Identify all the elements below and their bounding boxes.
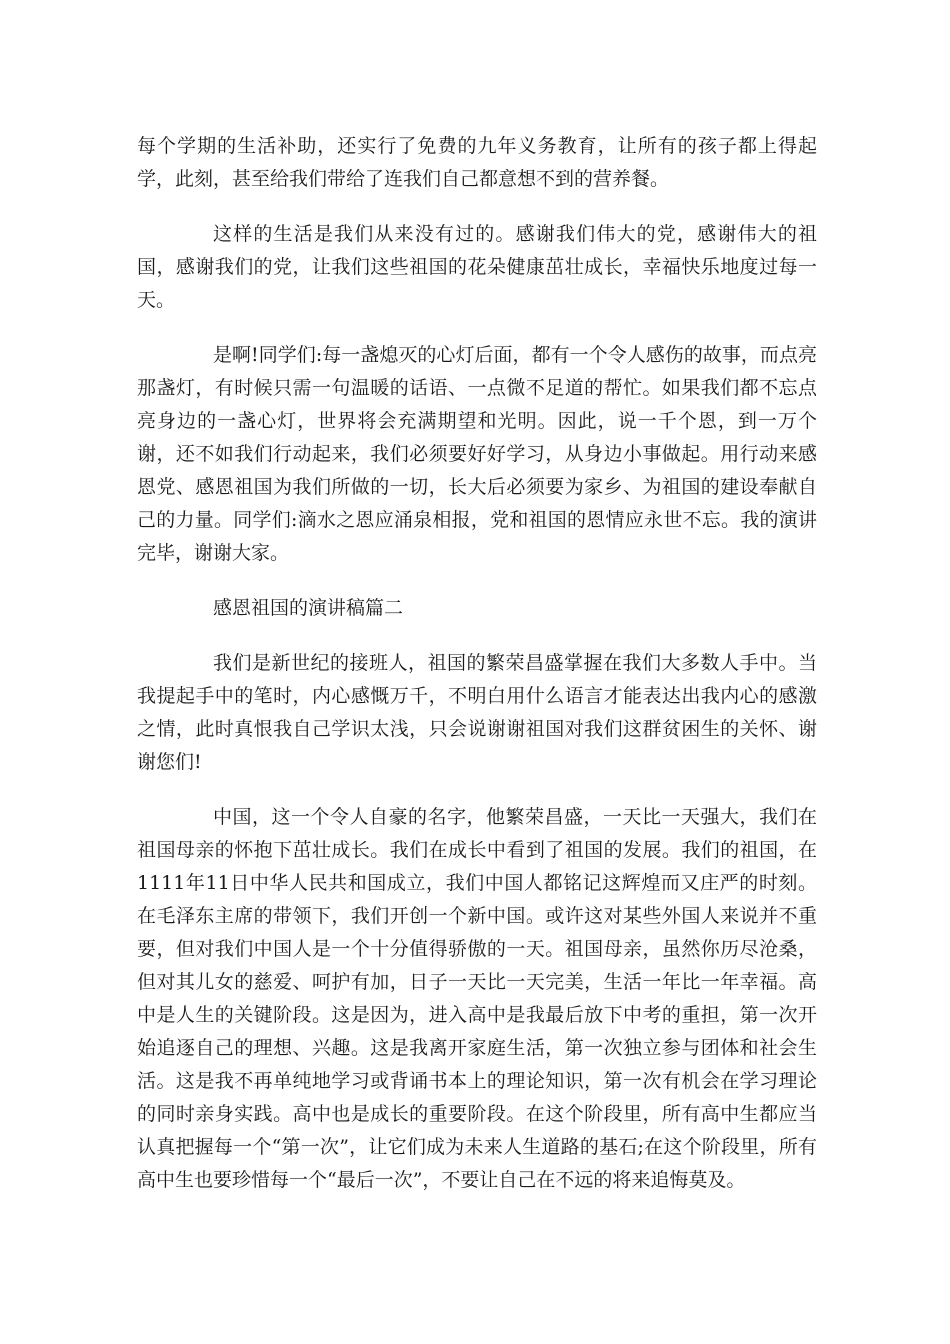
paragraph-4: 我们是新世纪的接班人，祖国的繁荣昌盛掌握在我们大多数人手中。当我提起手中的笔时，内心感慨万千，不明白用什么语言才能表达出我内心的感激之情，此时真恨我自己学识太浅，只会说谢谢祖国对我们这群贫困生的关怀、谢谢您们! <box>137 652 817 773</box>
document-page <box>137 130 817 1219</box>
paragraph-1: 每个学期的生活补助，还实行了免费的九年义务教育，让所有的孩子都上得起学，此刻，甚至给我们带给了连我们自己都意想不到的营养餐。 <box>137 135 817 190</box>
paragraph-3: 是啊!同学们:每一盏熄灭的心灯后面，都有一个令人感伤的故事，而点亮那盏灯，有时候只需一句温暖的话语、一点微不足道的帮忙。如果我们都不忘点亮身边的一盏心灯，世界将会充满期望和光明。因此，说一千个恩，到一万个谢，还不如我们行动起来，我们必须要好好学习，从身边小事做起。用行动来感恩党、感恩祖国为我们所做的一切，长大后必须要为家乡、为祖国的建设奉献自己的力量。同学们:滴水之恩应涌泉相报，党和祖国的恩情应永世不忘。我的演讲完毕，谢谢大家。 <box>137 344 817 564</box>
paragraph-2: 这样的生活是我们从来没有过的。感谢我们伟大的党，感谢伟大的祖国，感谢我们的党，让我们这些祖国的花朵健康茁壮成长，幸福快乐地度过每一天。 <box>137 223 817 311</box>
paragraph-5: 中国，这一个令人自豪的名字，他繁荣昌盛，一天比一天强大，我们在祖国母亲的怀抱下茁壮成长。我们在成长中看到了祖国的发展。我们的祖国，在1111年11日中华人民共和国成立，我们中国人都铭记这辉煌而又庄严的时刻。在毛泽东主席的带领下，我们开创一个新中国。或许这对某些外国人来说并不重要，但对我们中国人是一个十分值得骄傲的一天。祖国母亲，虽然你历尽沧桑，但对其儿女的慈爱、呵护有加，日子一天比一天完美，生活一年比一年幸福。高中是人生的关键阶段。这是因为，进入高中是我最后放下中考的重担，第一次开始追逐自己的理想、兴趣。这是我离开家庭生活，第一次独立参与团体和社会生活。这是我不再单纯地学习或背诵书本上的理论知识，第一次有机会在学习理论的同时亲身实践。高中也是成长的重要阶段。在这个阶段里，所有高中生都应当认真把握每一个“第一次”，让它们成为未来人生道路的基石;在这个阶段里，所有高中生也要珍惜每一个“最后一次”，不要让自己在不远的将来追悔莫及。 <box>137 806 817 1191</box>
section-heading: 感恩祖国的演讲稿篇二 <box>213 597 404 619</box>
